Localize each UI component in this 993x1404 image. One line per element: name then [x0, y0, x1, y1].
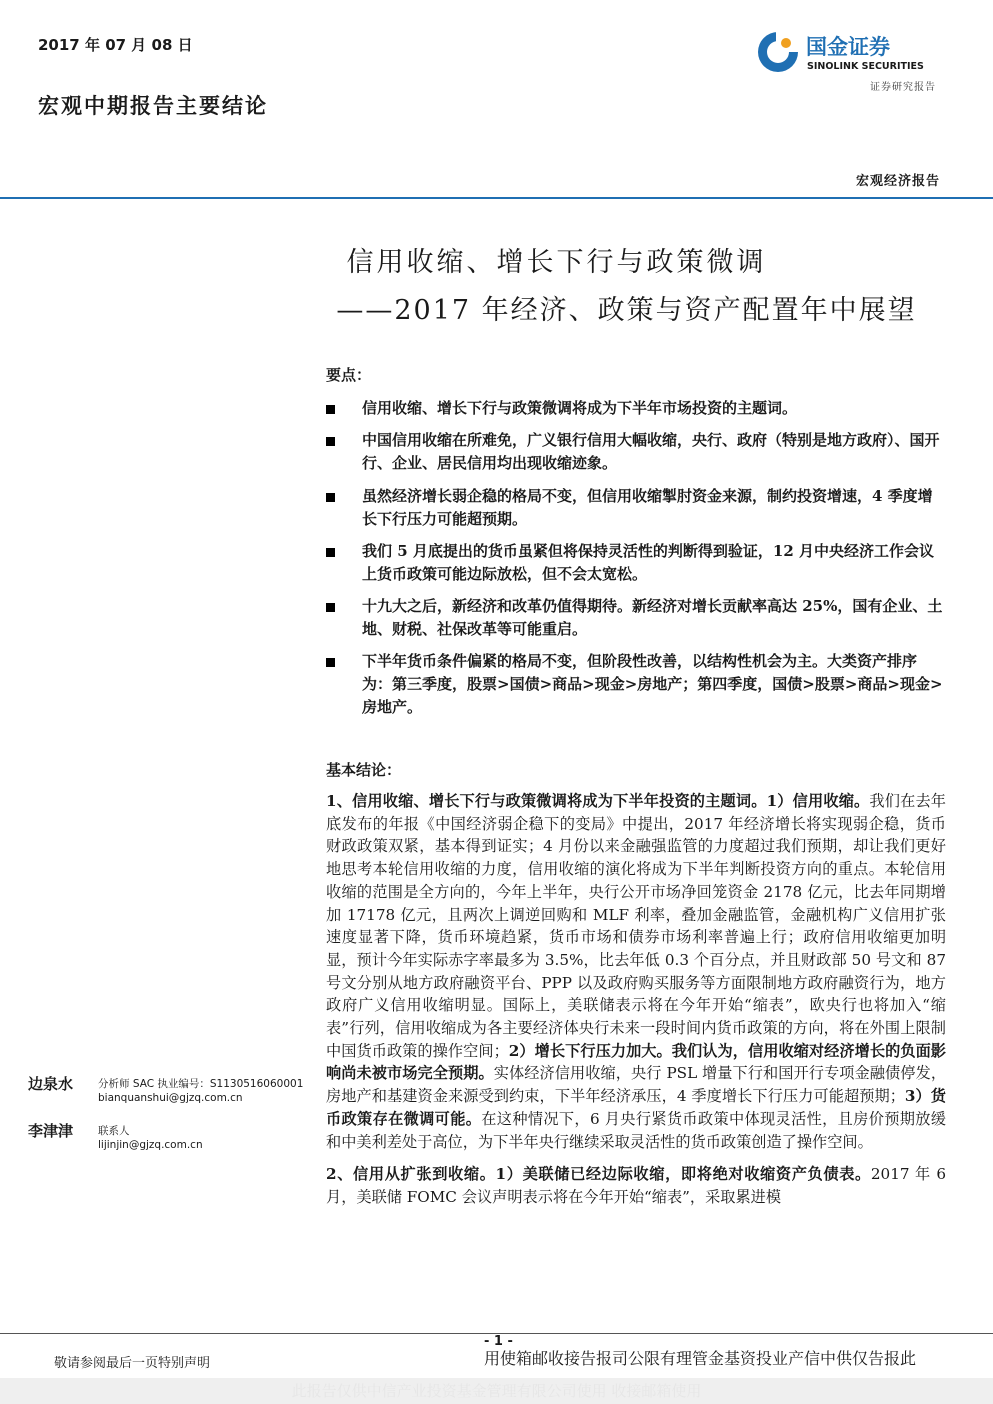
bold-lead: 3）货币政策存在微调可能。	[326, 1087, 946, 1128]
usage-notice: 用使箱邮收接告报司公限有理管金基资投业产信中供仅告报此	[484, 1349, 917, 1368]
conclusion-paragraph-1	[326, 790, 946, 1153]
bold-lead: 2）增长下行压力加大。我们认为，信用收缩对经济增长的负面影响尚未被市场完全预期。	[326, 1041, 946, 1083]
square-bullet-icon	[326, 405, 335, 414]
square-bullet-icon	[326, 548, 335, 557]
square-bullet-icon	[326, 437, 335, 446]
key-point-item	[326, 650, 946, 719]
bold-lead: 2、信用从扩张到收缩。1）美联储已经边际收缩，即将绝对收缩资产负债表。	[326, 1165, 871, 1184]
bold-lead: 1、信用收缩、增长下行与政策微调将成为下半年投资的主题词。1）信用收缩。	[326, 792, 870, 810]
key-point-item	[326, 429, 946, 475]
body-text: 在这种情况下，6 月央行紧货币政策中体现灵活性，且房价预期放缓和中美利差处于高位，为下半年央行继续采取灵活性的货币政策创造了操作空间。	[326, 1109, 946, 1151]
author-role: 分析师 SAC 执业编号：S1130516060001	[98, 1078, 304, 1090]
report-category: 宏观经济报告	[855, 174, 940, 189]
brand-logo	[756, 30, 952, 76]
key-point-text: 中国信用收缩在所难免，广义银行信用大幅收缩，央行、政府（特别是地方政府）、国开行、企业、居民信用均出现收缩迹象。	[362, 431, 940, 472]
report-type-title: 宏观中期报告主要结论	[38, 93, 268, 118]
body-text: 2017 年 6 月，美联储 FOMC 会议声明表示将在今年开始“缩表”，采取累进模	[326, 1165, 946, 1206]
disclaimer-note: 敬请参阅最后一页特别声明	[54, 1356, 211, 1371]
author-info	[98, 1124, 203, 1152]
brand-en: SINOLINK SECURITIES	[807, 61, 924, 72]
key-point-text: 我们 5 月底提出的货币虽紧但将保持灵活性的判断得到验证，12 月中央经济工作会议上货币政策可能边际放松，但不会太宽松。	[362, 542, 934, 583]
key-points-heading: 要点：	[326, 366, 372, 384]
basic-conclusions-heading: 基本结论：	[326, 761, 402, 779]
conclusions-body	[326, 790, 946, 1219]
body-text: 实体经济信用收缩，央行 PSL 增量下行和国开行专项金融债停发，房地产和基建资金来源受到约束，下半年经济承压，4 季度增长下行压力可能超预期；	[326, 1064, 947, 1106]
square-bullet-icon	[326, 658, 335, 667]
author-email[interactable]: lijinjin@gjzq.com.cn	[98, 1139, 203, 1151]
key-point-text: 十九大之后，新经济和改革仍值得期待。新经济对增长贡献率高达 25%，国有企业、土地、财税、社保改革等可能重启。	[362, 597, 943, 638]
key-point-item	[326, 485, 946, 531]
square-bullet-icon	[326, 493, 335, 502]
key-point-item	[326, 540, 946, 586]
key-point-item	[326, 397, 946, 420]
author-info	[98, 1077, 303, 1105]
key-point-item	[326, 595, 946, 641]
body-text: 我们在去年底发布的年报《中国经济弱企稳下的变局》中提出，2017 年经济增长将实现弱企稳，货币财政政策双紧，基本得到证实；4 月份以来金融强监管的力度超过我们预期，却让我们更好地思考本轮信用收缩的力度，信用收缩的演化将成为下半年判断投资方向的重点。本轮信用收缩的范围是全方向的，今年上半年，央行公开市场净回笼资金 2178 亿元，比去年同期增加 17178 亿元，且两次上调逆回购和 MLF 利率，叠加金融监管，金融机构广义信用扩张速度显著下降，货币环境趋紧，货币市场和债券市场利率普遍上行；政府信用收缩更加明显，预计今年实际赤字率最多为 3.5%，比去年低 0.3 个百分点，并且财政部 50 号文和 87 号文分别从地方政府融资平台、PPP 以及政府购买服务等方面限制地方政府融资行为，地方政府广义信用收缩明显。国际上，美联储表示将在今年开始“缩表”，欧央行也将加入“缩表”行列，信用收缩成为各主要经济体央行未来一段时间内货币政策的方向，将在外围上限制中国货币政策的操作空间；	[326, 792, 946, 1060]
brand-cn: 国金证券	[806, 35, 890, 59]
sinolink-logo-icon	[756, 30, 952, 76]
main-subtitle: ——2017 年经济、政策与资产配置年中展望	[336, 295, 917, 326]
brand-tagline: 证券研究报告	[870, 82, 936, 93]
page-number: - 1 -	[484, 1334, 513, 1349]
key-point-text: 信用收缩、增长下行与政策微调将成为下半年市场投资的主题词。	[362, 399, 798, 417]
main-title: 信用收缩、增长下行与政策微调	[346, 247, 767, 278]
key-point-text: 虽然经济增长弱企稳的格局不变，但信用收缩掣肘资金来源，制约投资增速，4 季度增长下行压力可能超预期。	[362, 487, 933, 528]
author-email[interactable]: bianquanshui@gjzq.com.cn	[98, 1092, 243, 1104]
conclusion-paragraph-2	[326, 1163, 946, 1208]
square-bullet-icon	[326, 603, 335, 612]
author-role: 联系人	[98, 1125, 130, 1137]
key-point-text: 下半年货币条件偏紧的格局不变，但阶段性改善，以结构性机会为主。大类资产排序为：第三季度，股票>国债>商品>现金>房地产；第四季度，国债>股票>商品>现金>房地产。	[362, 652, 943, 716]
author-name: 边泉水	[28, 1075, 74, 1093]
report-date: 2017 年 07 月 08 日	[38, 36, 193, 54]
author-name: 李津津	[28, 1122, 74, 1140]
header-divider	[0, 197, 993, 199]
watermark-strip: 此报告仅供中信产业投资基金管理有限公司使用 收接邮箱使用	[0, 1378, 993, 1404]
